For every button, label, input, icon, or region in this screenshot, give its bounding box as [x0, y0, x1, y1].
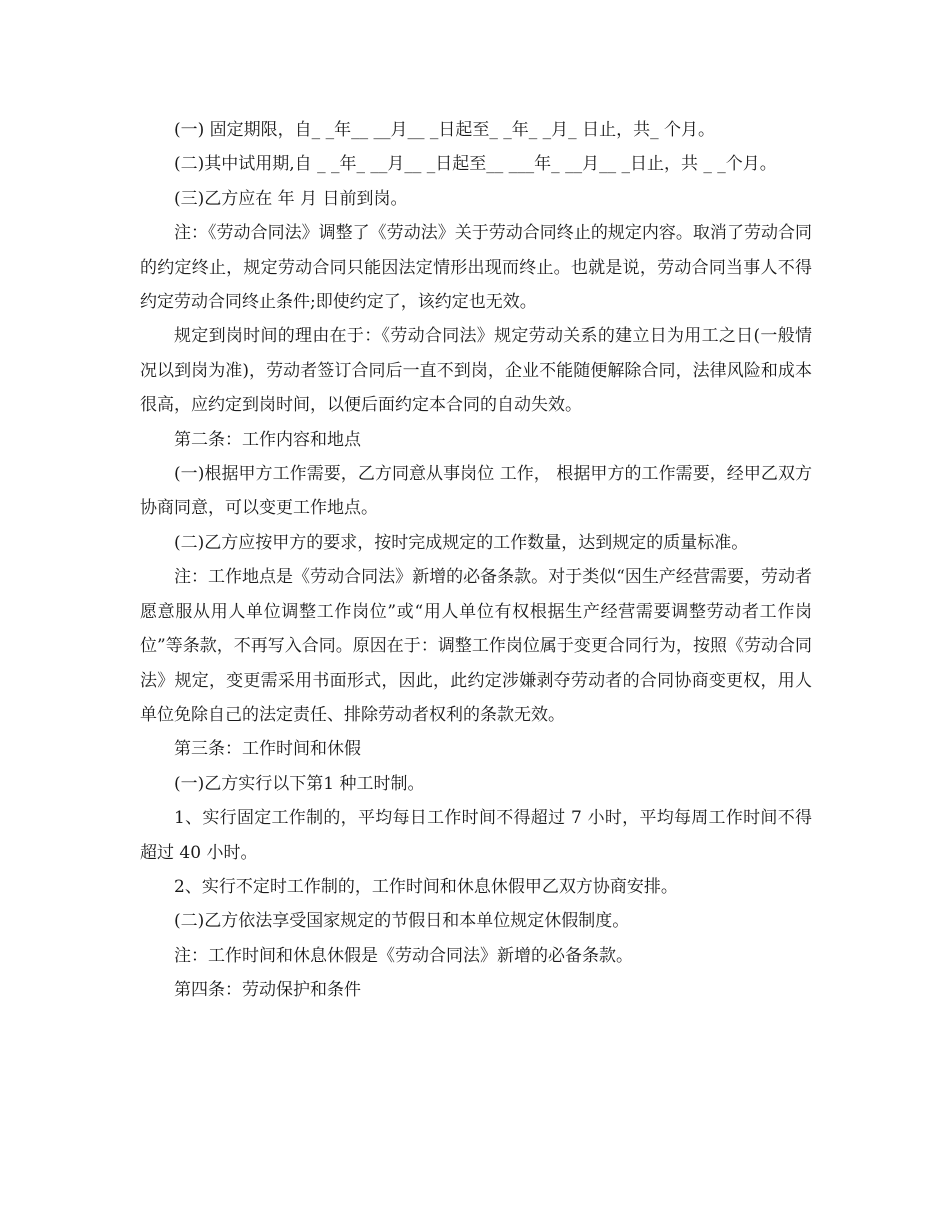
paragraph-report-date: (三)乙方应在 年 月 日前到岗。 — [174, 188, 408, 209]
paragraph-note-workplace: 注：工作地点是《劳动合同法》新增的必备条款。对于类似“因生产经营需要，劳动者愿意服从用人单位调整工作岗位”或“用人单位有权根据生产经营需要调整劳动者工作岗位”等条款，不再写入合同。原因在于：调整工作岗位属于变更合同行为，按照《劳动合同法》规定，变更需采用书面形式，因此，此约定涉嫌剥夺劳动者的合同协商变更权，用人单位免除自己的法定责任、排除劳动者权利的条款无效。 — [140, 567, 812, 725]
document-body — [140, 113, 812, 1008]
heading-article-2: 第二条：工作内容和地点 — [174, 429, 361, 450]
paragraph-job-content: (一)根据甲方工作需要，乙方同意从事岗位 工作， 根据甲方的工作需要，经甲乙双方协商同意，可以变更工作地点。 — [140, 464, 812, 519]
paragraph-fixed-term: (一) 固定期限，自_ _年__ __月__ _日起至_ _年_ _月_ 日止，共_ 个月。 — [174, 120, 715, 140]
heading-article-3: 第三条：工作时间和休假 — [174, 739, 361, 760]
paragraph-job-quality: (二)乙方应按甲方的要求，按时完成规定的工作数量，达到规定的质量标准。 — [174, 532, 749, 553]
paragraph-fixed-hours: 1、实行固定工作制的，平均每日工作时间不得超过 7 小时，平均每周工作时间不得超过 40 小时。 — [140, 808, 812, 863]
paragraph-report-reason: 规定到岗时间的理由在于：《劳动合同法》规定劳动关系的建立日为用工之日(一般情况以到岗为准)，劳动者签订合同后一直不到岗，企业不能随便解除合同，法律风险和成本很高，应约定到岗时间，以便后面约定本合同的自动失效。 — [140, 326, 812, 416]
paragraph-work-hours-system: (一)乙方实行以下第1 种工时制。 — [174, 773, 425, 794]
paragraph-flexible-hours: 2、实行不定时工作制的，工作时间和休息休假甲乙双方协商安排。 — [174, 876, 678, 897]
paragraph-note-termination: 注：《劳动合同法》调整了《劳动法》关于劳动合同终止的规定内容。取消了劳动合同的约定终止，规定劳动合同只能因法定情形出现而终止。也就是说，劳动合同当事人不得约定劳动合同终止条件;即使约定了，该约定也无效。 — [140, 223, 812, 313]
paragraph-note-hours: 注：工作时间和休息休假是《劳动合同法》新增的必备条款。 — [174, 945, 633, 966]
paragraph-holidays: (二)乙方依法享受国家规定的节假日和本单位规定休假制度。 — [174, 911, 630, 932]
paragraph-probation-period: (二)其中试用期,自 _ _年_ __月__ _日起至__ ___年_ __月__ _日止，共 _ _个月。 — [174, 154, 777, 175]
heading-article-4: 第四条：劳动保护和条件 — [174, 980, 361, 1001]
